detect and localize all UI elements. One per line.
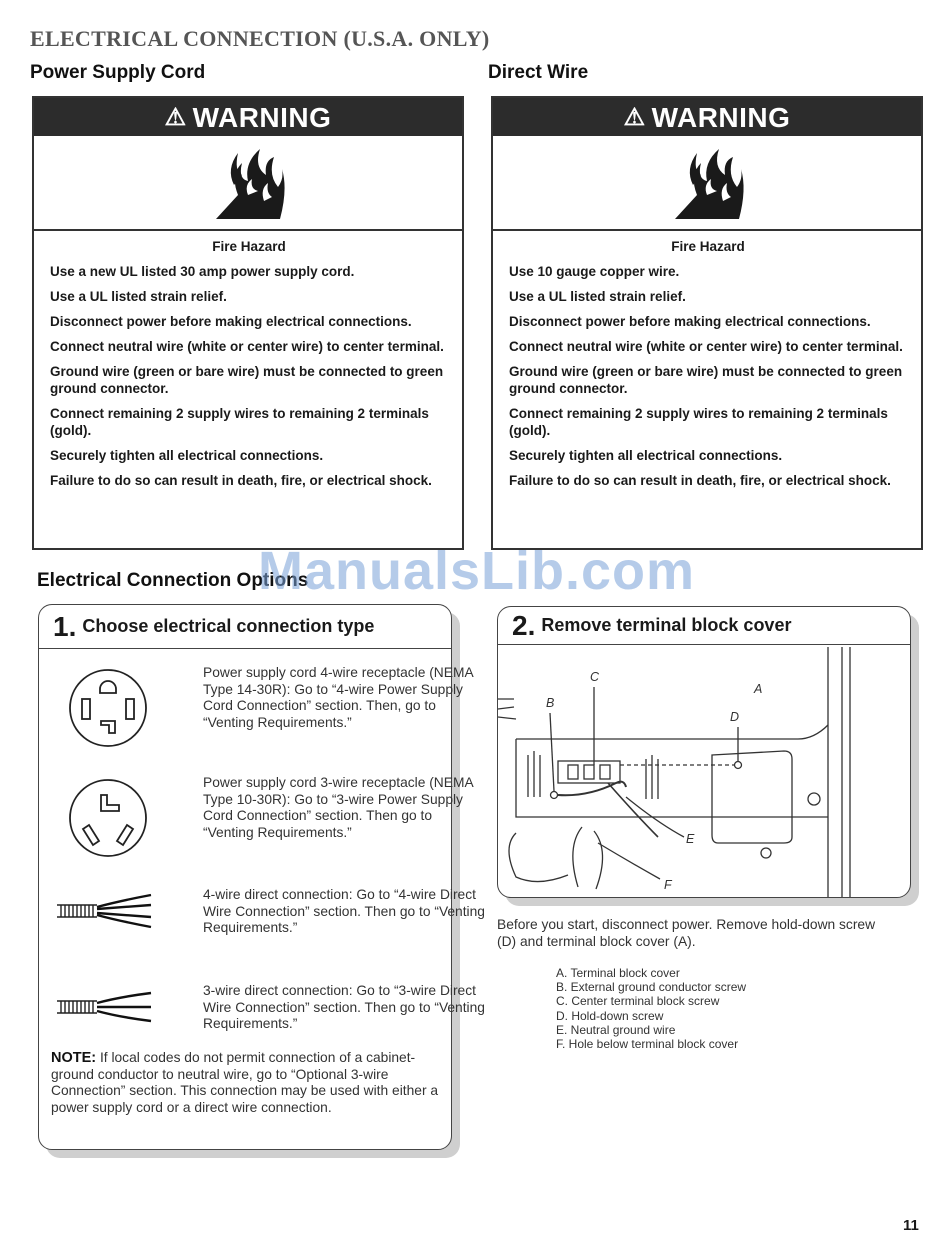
hazard-title: Fire Hazard (212, 239, 286, 254)
warning-box-power-cord (32, 96, 464, 550)
warning-label: WARNING (651, 102, 791, 133)
warning-line: Disconnect power before making electrical connections. (509, 314, 871, 329)
four-wire-cable-icon (53, 891, 153, 931)
warning-line: Failure to do so can result in death, fire, or electrical shock. (50, 473, 432, 488)
legend-item: B. External ground conductor screw (556, 980, 747, 995)
legend-item: D. Hold-down screw (556, 1008, 664, 1023)
three-wire-receptacle-icon (67, 777, 149, 859)
warning-line: Connect neutral wire (white or center wire) to center terminal. (50, 339, 444, 354)
warning-line: Use a UL listed strain relief. (50, 289, 227, 304)
warning-label: WARNING (192, 102, 332, 133)
warning-line: Use a UL listed strain relief. (509, 289, 686, 304)
power-supply-cord-heading: Power Supply Cord (30, 62, 206, 83)
legend-item: F. Hole below terminal block cover (556, 1037, 739, 1052)
fire-icon (667, 145, 747, 221)
page-title: ELECTRICAL CONNECTION (U.S.A. ONLY) (30, 26, 490, 51)
option-text: Power supply cord 4-wire receptacle (NEMA Type 14-30R): Go to “4-wire Power Supply Cord Connection” section. Then, go to “Venting Requirements.” (203, 665, 473, 730)
three-wire-cable-icon (53, 987, 153, 1027)
diagram-legend (556, 966, 746, 1051)
callout-e: E (686, 832, 695, 846)
warning-line: Failure to do so can result in death, fire, or electrical shock. (509, 473, 891, 488)
legend-item: C. Center terminal block screw (556, 994, 720, 1009)
note (51, 1050, 451, 1116)
step-number: 2. (512, 609, 536, 641)
step-2-caption: Before you start, disconnect power. Remove hold-down screw (D) and terminal block cover (A). (497, 917, 876, 949)
callout-a: A (754, 682, 763, 696)
legend-item: A. Terminal block cover (556, 966, 680, 980)
legend-item: E. Neutral ground wire (556, 1022, 676, 1037)
warning-header (493, 98, 921, 136)
hazard-title: Fire Hazard (671, 239, 745, 254)
note-text: If local codes do not permit connection of a cabinet-ground conductor to neutral wire, go to “Optional 3-wire Connection” section. This connection may be used with either a power supply cord or a direct wire connection. (51, 1050, 439, 1115)
warning-line: Ground wire (green or bare wire) must be connected to green ground connector. (50, 364, 444, 396)
warning-line: Securely tighten all electrical connections. (509, 448, 783, 463)
callout-b: B (546, 696, 555, 710)
warning-line: Use 10 gauge copper wire. (509, 264, 680, 279)
warning-line: Ground wire (green or bare wire) must be connected to green ground connector. (509, 364, 903, 396)
fire-hazard-pictogram (493, 136, 921, 231)
warning-box-direct-wire (491, 96, 923, 550)
callout-c: C (590, 670, 600, 684)
warning-line: Connect remaining 2 supply wires to remaining 2 terminals (gold). (509, 406, 888, 438)
page-number: 11 (903, 1217, 919, 1234)
option-text: 4-wire direct connection: Go to “4-wire Direct Wire Connection” section. Then go to “Venting Requirements.” (203, 887, 485, 935)
option-text: 3-wire direct connection: Go to “3-wire Direct Wire Connection” section. Then go to “Venting Requirements.” (203, 983, 485, 1031)
step-number: 1. (53, 610, 77, 642)
fire-icon (208, 145, 288, 221)
warning-header (34, 98, 462, 136)
note-label: NOTE: (51, 1050, 97, 1066)
direct-wire-heading: Direct Wire (488, 62, 589, 83)
option-text: Power supply cord 3-wire receptacle (NEMA Type 10-30R): Go to “3-wire Power Supply Cord Connection” section. Then go to “Venting Requirements.” (203, 775, 473, 840)
warning-line: Use a new UL listed 30 amp power supply cord. (50, 264, 355, 279)
fire-hazard-pictogram (34, 136, 462, 231)
step-1-header (39, 605, 451, 649)
warning-triangle-icon: ⚠ (623, 104, 646, 131)
callout-d: D (730, 710, 740, 724)
four-wire-receptacle-icon (67, 667, 149, 749)
step-2-panel (497, 606, 911, 898)
step-label: Choose electrical connection type (82, 616, 375, 636)
step-label: Remove terminal block cover (541, 615, 792, 635)
warning-line: Disconnect power before making electrical connections. (50, 314, 412, 329)
options-section-title: Electrical Connection Options (37, 570, 309, 591)
callout-f: F (664, 878, 672, 892)
step-2-header (498, 607, 910, 645)
step-1-panel (38, 604, 485, 1150)
warning-line: Connect neutral wire (white or center wire) to center terminal. (509, 339, 903, 354)
warning-line: Connect remaining 2 supply wires to remaining 2 terminals (gold). (50, 406, 429, 438)
warning-triangle-icon: ⚠ (164, 104, 187, 131)
terminal-block-diagram (498, 647, 910, 897)
watermark: ManualsLib.com (258, 541, 696, 601)
warning-line: Securely tighten all electrical connections. (50, 448, 324, 463)
